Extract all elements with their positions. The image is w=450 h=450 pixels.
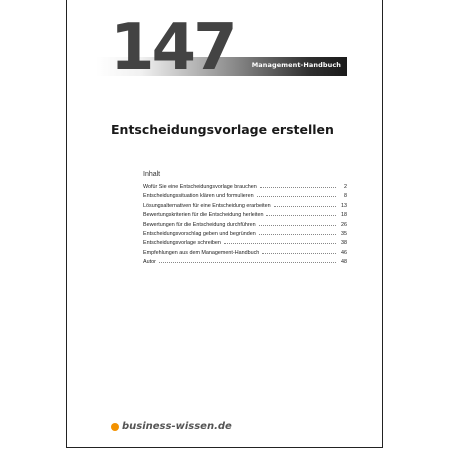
- toc-entry-page: 26: [341, 221, 347, 228]
- toc-entry-label: Lösungsalternativen für eine Entscheidung erarbeiten: [143, 202, 271, 209]
- contents-heading: Inhalt: [143, 171, 161, 178]
- toc-entry: [143, 240, 347, 249]
- toc-leader: [262, 253, 336, 254]
- toc-entry-page: 46: [341, 249, 347, 256]
- toc-entry: [143, 212, 347, 221]
- toc-leader: [159, 262, 336, 263]
- publisher-dot-icon: [111, 423, 119, 431]
- toc-entry-page: 48: [341, 259, 347, 266]
- toc-entry: [143, 259, 347, 268]
- toc-entry-page: 35: [341, 230, 347, 237]
- toc-entry: [143, 184, 347, 193]
- series-label: Management-Handbuch: [251, 61, 341, 69]
- toc-entry-page: 13: [341, 202, 347, 209]
- table-of-contents: [143, 184, 347, 269]
- toc-entry: [143, 231, 347, 240]
- document-title: Entscheidungsvorlage erstellen: [111, 122, 334, 137]
- publisher-logo: [111, 421, 232, 432]
- toc-entry: [143, 250, 347, 259]
- toc-entry-page: 18: [341, 212, 347, 219]
- toc-entry-label: Empfehlungen aus dem Management-Handbuch: [143, 249, 260, 256]
- toc-leader: [259, 225, 336, 226]
- toc-entry-page: 38: [341, 240, 347, 247]
- toc-entry: [143, 222, 347, 231]
- toc-leader: [274, 206, 336, 207]
- toc-entry-page: 8: [344, 193, 347, 200]
- toc-entry-label: Entscheidungsvorlage schreiben: [143, 240, 221, 247]
- publisher-name: business-wissen.de: [122, 421, 232, 432]
- toc-entry-label: Entscheidungssituation klären und formulieren: [143, 193, 254, 200]
- toc-leader: [257, 196, 336, 197]
- toc-leader: [259, 234, 336, 235]
- toc-entry-label: Bewertungskriterien für die Entscheidung herleiten: [143, 212, 264, 219]
- handbook-number: 147: [110, 11, 235, 85]
- toc-leader: [266, 215, 336, 216]
- toc-leader: [224, 243, 336, 244]
- toc-entry-label: Autor: [143, 259, 156, 266]
- toc-entry-label: Entscheidungsvorschlag geben und begründen: [143, 230, 256, 237]
- toc-entry: [143, 193, 347, 202]
- toc-leader: [260, 187, 336, 188]
- toc-entry-page: 2: [344, 184, 347, 190]
- toc-entry: [143, 203, 347, 212]
- toc-entry-label: Bewertungen für die Entscheidung durchführen: [143, 221, 256, 228]
- toc-entry-label: Wofür Sie eine Entscheidungsvorlage brauchen: [143, 184, 257, 190]
